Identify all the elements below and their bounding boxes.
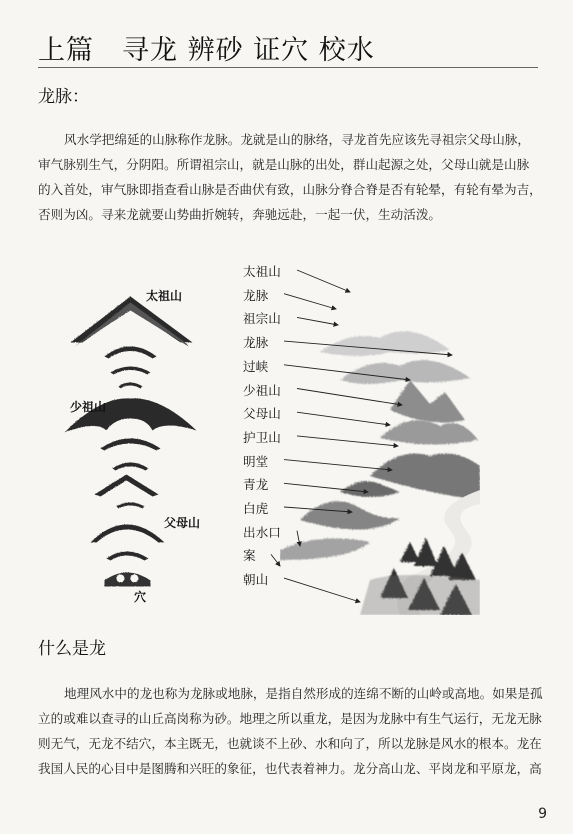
annotation-label: 父母山 xyxy=(243,406,281,422)
annotation-arrow xyxy=(284,578,360,602)
annotation-label: 龙脉 xyxy=(243,335,269,351)
paragraph-line: 我国人民的心目中是图腾和兴旺的象征，也代表着神力。龙分高山龙、平岗龙和平原龙，高 xyxy=(38,761,542,776)
diagram-label-xue: 穴 xyxy=(134,590,147,604)
annotation-label: 朝山 xyxy=(243,572,269,588)
annotation-label: 明堂 xyxy=(243,453,269,469)
annotation-label: 祖宗山 xyxy=(243,311,281,327)
annotation-arrow xyxy=(297,436,398,446)
paragraph-line: 的入首处，审气脉即指查看山脉是否曲伏有致，山脉分脊合脊是否有轮晕，有轮有晕为吉， xyxy=(38,182,542,197)
annotation-arrow xyxy=(284,294,336,309)
diagram-label-shaozushan: 少祖山 xyxy=(70,400,107,414)
paragraph-line: 则无气，无龙不结穴，本主既无，也就谈不上砂、水和向了，所以龙脉是风水的根本。龙在 xyxy=(38,736,542,751)
page-number: 9 xyxy=(538,806,547,822)
annotation-label: 少祖山 xyxy=(243,382,281,398)
annotation-label: 太祖山 xyxy=(243,264,281,279)
annotation-label: 过峡 xyxy=(243,358,269,374)
annotation-arrow xyxy=(297,412,390,425)
annotation-arrow xyxy=(297,270,350,292)
section-heading-longmai: 龙脉： xyxy=(38,87,89,107)
annotation-label: 龙脉 xyxy=(243,287,269,303)
annotation-arrow xyxy=(271,554,280,566)
annotation-arrow xyxy=(284,483,368,492)
paragraph-line: 风水学把绵延的山脉称作龙脉。龙就是山的脉络，寻龙首先应该先寻祖宗父母山脉， xyxy=(64,132,530,147)
diagram-label-fumushan: 父母山 xyxy=(164,516,201,530)
annotation-label: 白虎 xyxy=(243,501,269,516)
annotation-label: 出水口 xyxy=(243,524,281,540)
paragraph-line: 否则为凶。寻来龙就要山势曲折婉转，奔驰远赴，一起一伏，生动活泼。 xyxy=(38,207,441,222)
annotation-arrow xyxy=(297,531,300,546)
annotation-label: 案 xyxy=(243,548,256,564)
annotation-arrow xyxy=(284,460,392,470)
diagram-label-taizushan: 太祖山 xyxy=(146,289,183,303)
chapter-title: 上篇 寻龙 辨砂 证穴 校水 xyxy=(38,35,375,66)
annotation-arrow xyxy=(284,507,352,512)
section-heading-what-is-dragon: 什么是龙 xyxy=(38,639,106,659)
paragraph-line: 地理风水中的龙也称为龙脉或地脉，是指自然形成的连绵不断的山岭或高地。如果是孤 xyxy=(64,686,543,701)
annotation-arrow xyxy=(297,317,338,325)
annotation-label: 护卫山 xyxy=(243,429,281,445)
annotation-arrow xyxy=(297,389,402,406)
annotation-label: 青龙 xyxy=(243,477,269,493)
annotation-arrow xyxy=(284,365,410,380)
paragraph-line: 审气脉别生气，分阴阳。所谓祖宗山，就是山脉的出处，群山起源之处，父母山就是山脉 xyxy=(38,157,530,172)
annotation-arrow xyxy=(284,341,452,355)
paragraph-line: 立的或难以查寻的山丘高岗称为砂。地理之所以重龙，是因为龙脉中有生气运行，无龙无脉 xyxy=(38,711,542,726)
